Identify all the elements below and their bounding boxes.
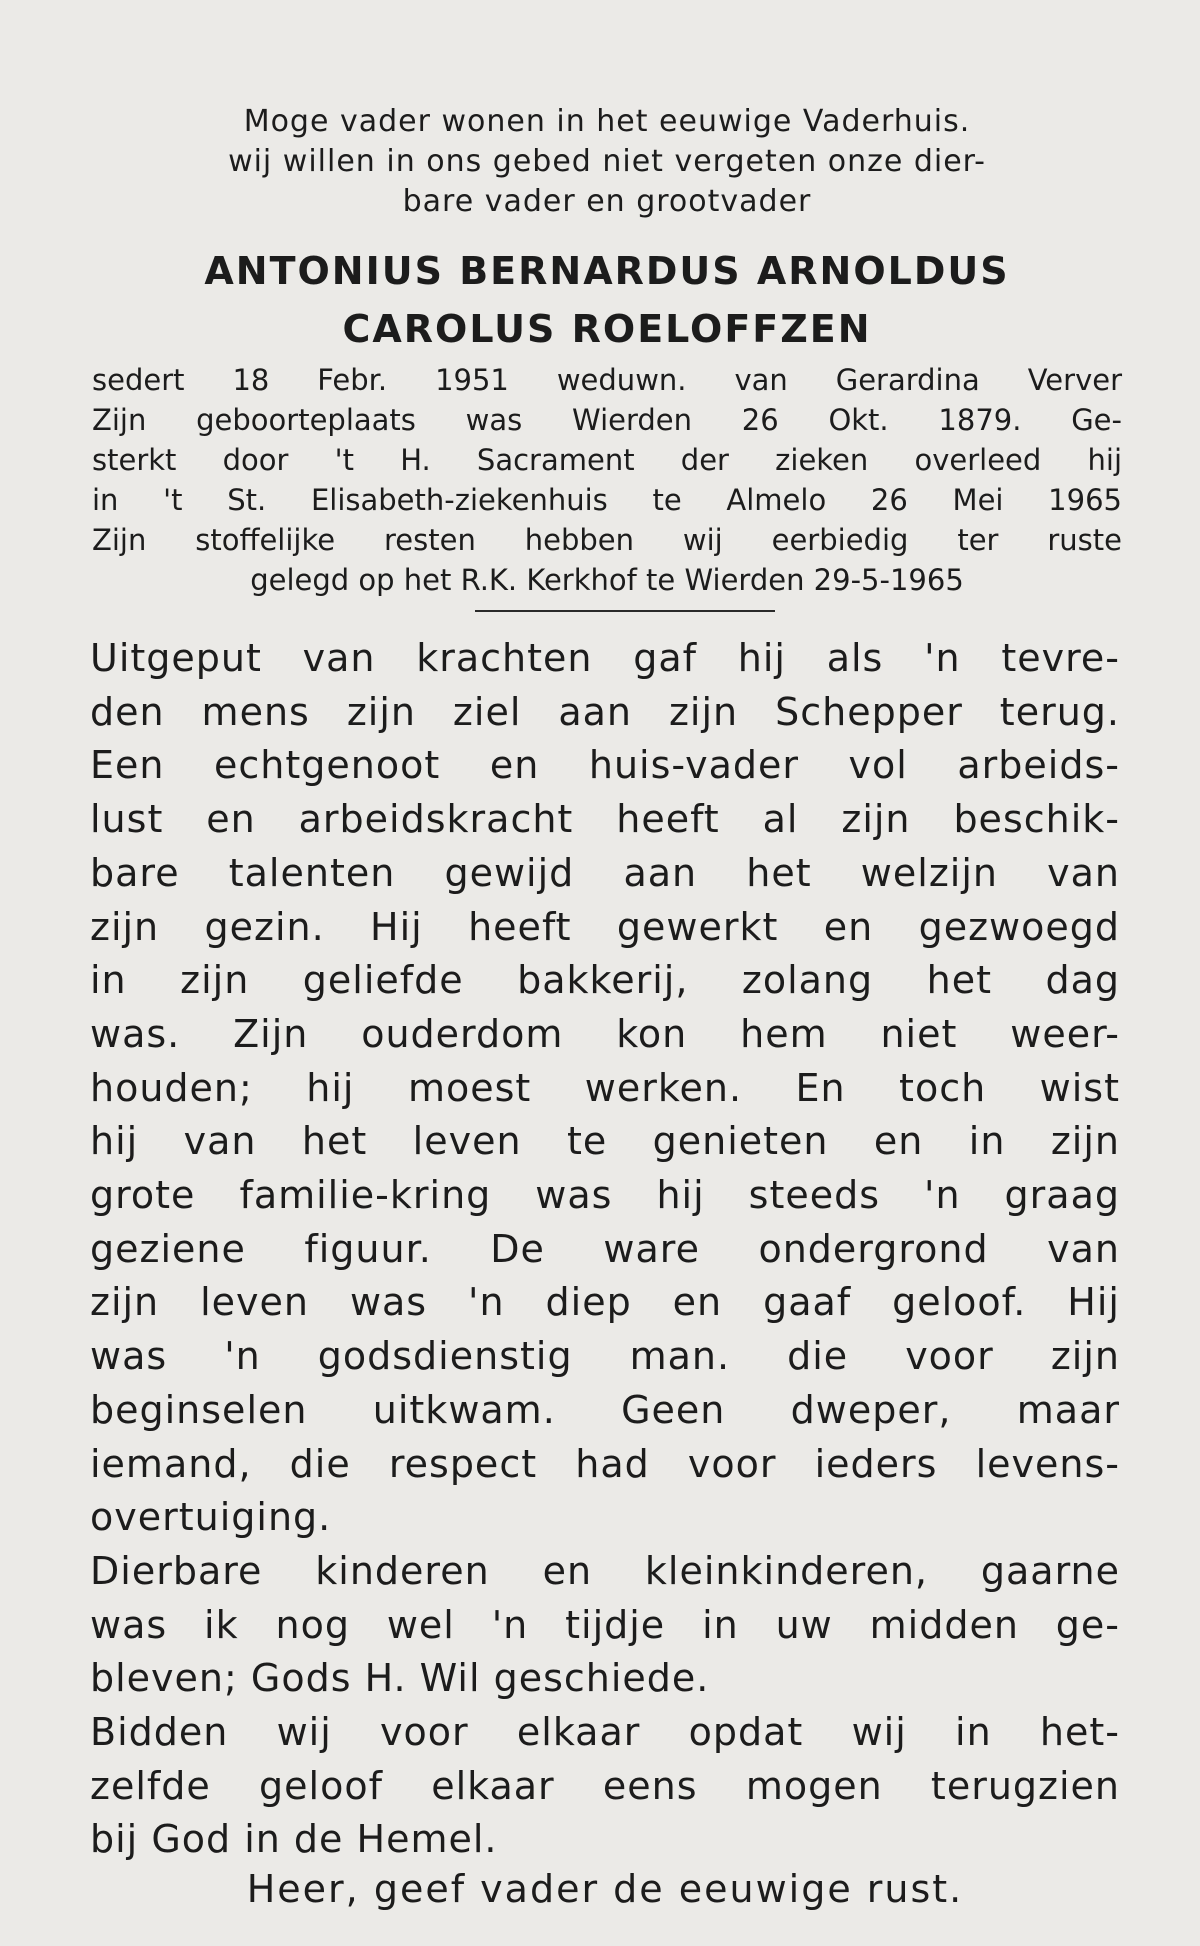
body-line-2: den mens zijn ziel aan zijn Schepper terug. xyxy=(90,689,1120,734)
intro-line-3: bare vader en grootvader xyxy=(402,184,812,219)
body-line-6: zijn gezin. Hij heeft gewerkt en gezwoegd xyxy=(90,904,1120,949)
intro-line-2: wij willen in ons gebed niet vergeten onze dier- xyxy=(228,144,986,179)
body-line-23: bij God in de Hemel. xyxy=(90,1817,498,1862)
name-line-2: CAROLUS ROELOFFZEN xyxy=(342,307,872,351)
body-line-13: zijn leven was 'n diep en gaaf geloof. Hij xyxy=(90,1280,1120,1325)
body-line-14: was 'n godsdienstig man. die voor zijn xyxy=(90,1334,1120,1379)
closing-prayer: Heer, geef vader de eeuwige rust. xyxy=(246,1867,964,1911)
body-line-11: grote familie-kring was hij steeds 'n graag xyxy=(90,1173,1120,1218)
body-line-10: hij van het leven te genieten en in zijn xyxy=(90,1119,1120,1164)
name-line-1: ANTONIUS BERNARDUS ARNOLDUS xyxy=(204,249,1010,293)
tribute-text xyxy=(90,632,1120,1867)
body-line-12: geziene figuur. De ware ondergrond van xyxy=(90,1226,1120,1271)
body-line-17: overtuiging. xyxy=(90,1495,332,1540)
body-line-15: beginselen uitkwam. Geen dweper, maar xyxy=(90,1387,1120,1432)
details-line-3: sterkt door 't H. Sacrament der zieken overleed hij xyxy=(92,443,1122,477)
body-line-20: bleven; Gods H. Wil geschiede. xyxy=(90,1656,710,1701)
details-line-2: Zijn geboorteplaats was Wierden 26 Okt. 1879. Ge- xyxy=(92,403,1122,437)
details-line-1: sedert 18 Febr. 1951 weduwn. van Gerardina Verver xyxy=(92,363,1122,397)
body-line-9: houden; hij moest werken. En toch wist xyxy=(90,1065,1120,1110)
body-line-8: was. Zijn ouderdom kon hem niet weer- xyxy=(90,1011,1120,1056)
body-line-16: iemand, die respect had voor ieders levens- xyxy=(90,1441,1120,1486)
body-line-4: lust en arbeidskracht heeft al zijn beschik- xyxy=(90,797,1120,842)
details-line-5: Zijn stoffelijke resten hebben wij eerbiedig ter ruste xyxy=(92,523,1122,557)
deceased-name xyxy=(92,242,1122,358)
body-line-18: Dierbare kinderen en kleinkinderen, gaarne xyxy=(90,1548,1120,1593)
body-line-22: zelfde geloof elkaar eens mogen terugzien xyxy=(90,1763,1120,1808)
body-line-19: was ik nog wel 'n tijdje in uw midden ge- xyxy=(90,1602,1120,1647)
divider-line xyxy=(475,610,775,612)
body-line-3: Een echtgenoot en huis-vader vol arbeids- xyxy=(90,743,1120,788)
intro-line-1: Moge vader wonen in het eeuwige Vaderhuis. xyxy=(243,104,971,139)
body-line-21: Bidden wij voor elkaar opdat wij in het- xyxy=(90,1710,1120,1755)
body-line-7: in zijn geliefde bakkerij, zolang het dag xyxy=(90,958,1120,1003)
body-line-5: bare talenten gewijd aan het welzijn van xyxy=(90,850,1120,895)
intro-text xyxy=(92,102,1122,222)
details-line-6: gelegd op het R.K. Kerkhof te Wierden 29-5-1965 xyxy=(250,563,964,597)
life-details xyxy=(92,360,1122,600)
details-line-4: in 't St. Elisabeth-ziekenhuis te Almelo 26 Mei 1965 xyxy=(92,483,1122,517)
body-line-1: Uitgeput van krachten gaf hij als 'n tevre- xyxy=(90,636,1120,680)
